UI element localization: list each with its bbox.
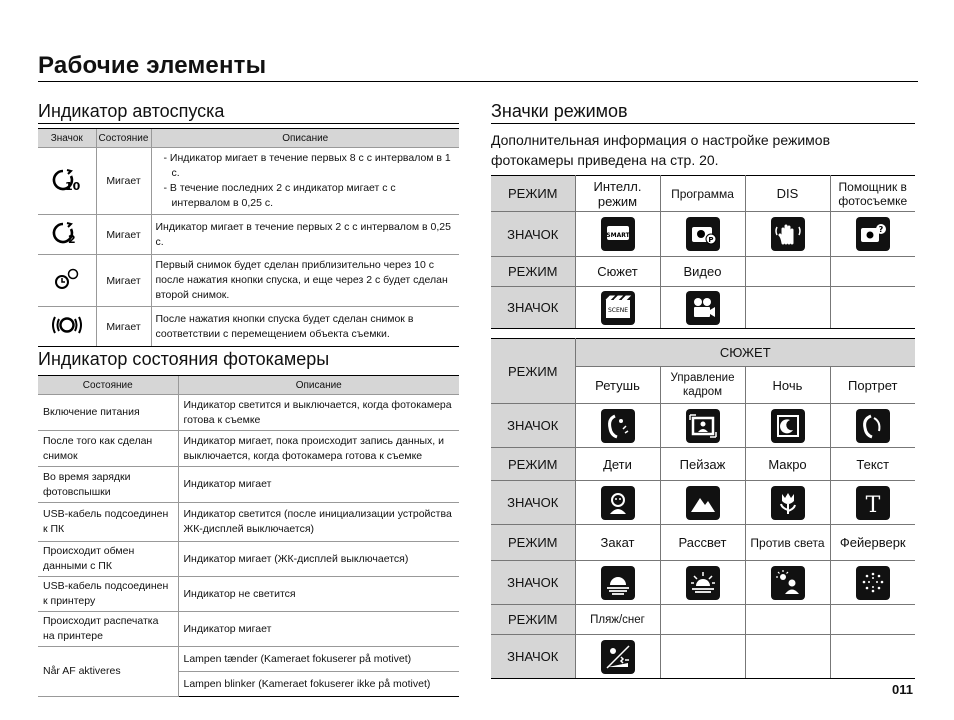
timer-state: Мигает (96, 215, 151, 255)
mode-children: Дети (575, 448, 660, 481)
header-state: Состояние (96, 129, 151, 148)
table-row (38, 307, 459, 347)
desc-cell: Lampen blinker (Kameraet fokuserer ikke på motivet) (178, 672, 459, 697)
desc-cell: Индикатор светится (после инициализации устройства ЖК-дисплей выключается) (178, 503, 459, 542)
text-icon (830, 481, 915, 525)
desc-cell: Индикатор мигает (ЖК-дисплей выключается) (178, 542, 459, 577)
list-item: - Индикатор мигает в течение первых 8 с с интервалом в 1 с. (163, 152, 451, 179)
timer-2s-icon (38, 215, 96, 255)
table-row (491, 635, 915, 679)
scene-icon (575, 287, 660, 329)
mode-label: РЕЖИМ (491, 176, 575, 212)
smart-auto-icon (575, 212, 660, 257)
mode-dawn: Рассвет (660, 525, 745, 561)
state-cell: Происходит обмен данными с ПК (38, 542, 178, 577)
mode-empty (660, 605, 745, 635)
state-table-header (38, 376, 459, 395)
mode-empty (745, 257, 830, 287)
timer-desc: Первый снимок будет сделан приблизительно через 10 с после нажатия кнопки спуска, и еще через 2 с будет сделан второй снимок. (151, 255, 459, 307)
table-row (38, 431, 459, 467)
table-row (38, 255, 459, 307)
dis-icon (745, 212, 830, 257)
scene-icon-text: SCENE (607, 306, 628, 314)
desc-cell: Индикатор мигает, пока происходит запись данных, и выключается, когда фотокамера готова к съемке (178, 431, 459, 467)
table-row (491, 257, 915, 287)
modes-section-rule (491, 123, 915, 124)
mode-portrait: Портрет (830, 367, 915, 404)
modes-intro: Дополнительная информация о настройке режимов фотокамеры приведена на стр. 20. (491, 132, 831, 168)
table-row (491, 404, 915, 448)
timer-state: Мигает (96, 307, 151, 347)
mode-empty (830, 605, 915, 635)
timer-section-title: Индикатор автоспуска (38, 101, 225, 121)
beauty-icon (575, 404, 660, 448)
photo-guide-icon (830, 212, 915, 257)
table-row (38, 215, 459, 255)
mode-night: Ночь (745, 367, 830, 404)
empty-cell (830, 287, 915, 329)
mode-macro: Макро (745, 448, 830, 481)
frame-guide-icon (660, 404, 745, 448)
desc-cell: Lampen tænder (Kameraet fokuserer på motivet) (178, 647, 459, 672)
mode-program: Программа (660, 176, 745, 212)
mode-movie: Видео (660, 257, 745, 287)
program-icon (660, 212, 745, 257)
mode-label: РЕЖИМ (491, 605, 575, 635)
header-state: Состояние (38, 376, 178, 395)
table-row (38, 577, 459, 612)
mode-beach-snow: Пляж/снег (575, 605, 660, 635)
icon-label: ЗНАЧОК (491, 481, 575, 525)
svg-text:2: 2 (67, 233, 76, 246)
mode-landscape: Пейзаж (660, 448, 745, 481)
text-icon-glyph: T (865, 492, 881, 518)
desc-cell: Индикатор светится и выключается, когда фотокамера готова к съемке (178, 395, 459, 431)
table-row (491, 212, 915, 257)
empty-cell (830, 635, 915, 679)
sunset-icon (575, 561, 660, 605)
header-desc: Описание (151, 129, 459, 148)
desc-cell: Индикатор не светится (178, 577, 459, 612)
backlight-icon (745, 561, 830, 605)
night-icon (745, 404, 830, 448)
children-icon (575, 481, 660, 525)
desc-cell: Индикатор мигает (178, 612, 459, 647)
page-number: 011 (892, 682, 913, 697)
state-cell: USB-кабель подсоединен к ПК (38, 503, 178, 542)
timer-table-header (38, 129, 459, 148)
modes-table (491, 175, 915, 329)
header-icon: Значок (38, 129, 96, 148)
table-row (38, 503, 459, 542)
beach-snow-icon (575, 635, 660, 679)
timer-motion-icon (38, 307, 96, 347)
icon-label: ЗНАЧОК (491, 287, 575, 329)
mode-frame-guide: Управление кадром (660, 367, 745, 404)
mode-guide: Помощник в фотосъемке (830, 176, 915, 212)
icon-label: ЗНАЧОК (491, 635, 575, 679)
icon-label: ЗНАЧОК (491, 404, 575, 448)
table-row (38, 148, 459, 215)
timer-desc: После нажатия кнопки спуска будет сделан снимок в соответствии с перемещением объекта съемки. (151, 307, 459, 347)
mode-backlight: Против света (745, 525, 830, 561)
mode-sunset: Закат (575, 525, 660, 561)
svg-text:10: 10 (64, 179, 81, 193)
smart-icon-text: SMART (605, 232, 630, 239)
list-item: - В течение последних 2 с индикатор мигает с с интервалом в 0,25 с. (163, 182, 396, 209)
timer-desc: Индикатор мигает в течение первых 2 с с интервалом в 0,25 с. (151, 215, 459, 255)
mode-scene: Сюжет (575, 257, 660, 287)
table-row (491, 605, 915, 635)
fireworks-icon (830, 561, 915, 605)
scene-header: СЮЖЕТ (575, 339, 915, 367)
state-table (38, 375, 459, 697)
icon-label: ЗНАЧОК (491, 561, 575, 605)
timer-state: Мигает (96, 255, 151, 307)
mode-empty (745, 605, 830, 635)
empty-cell (745, 287, 830, 329)
mode-label: РЕЖИМ (491, 525, 575, 561)
table-row (38, 612, 459, 647)
mode-label: РЕЖИМ (491, 448, 575, 481)
state-cell: Происходит распечатка на принтере (38, 612, 178, 647)
landscape-icon (660, 481, 745, 525)
state-cell: Når AF aktiveres (38, 647, 178, 697)
table-row (491, 339, 915, 367)
modes-section-title: Значки режимов (491, 101, 628, 121)
macro-icon (745, 481, 830, 525)
state-cell: После того как сделан снимок (38, 431, 178, 467)
empty-cell (660, 635, 745, 679)
timer-double-icon (38, 255, 96, 307)
table-row (491, 176, 915, 212)
dawn-icon (660, 561, 745, 605)
desc-cell: Индикатор мигает (178, 467, 459, 503)
timer-10s-icon (38, 148, 96, 215)
mode-dis: DIS (745, 176, 830, 212)
header-desc: Описание (178, 376, 459, 395)
table-row (491, 481, 915, 525)
table-row (38, 647, 459, 672)
state-cell: Включение питания (38, 395, 178, 431)
page-title: Рабочие элементы (38, 52, 267, 79)
table-row (491, 561, 915, 605)
timer-table (38, 128, 459, 347)
mode-beauty: Ретушь (575, 367, 660, 404)
table-row (38, 467, 459, 503)
timer-section-rule (38, 123, 459, 124)
table-row (491, 287, 915, 329)
table-row (491, 448, 915, 481)
state-cell: Во время зарядки фотовспышки (38, 467, 178, 503)
portrait-icon (830, 404, 915, 448)
svg-text:?: ? (878, 225, 884, 234)
mode-label: РЕЖИМ (491, 257, 575, 287)
movie-icon (660, 287, 745, 329)
timer-state: Мигает (96, 148, 151, 215)
table-row (491, 525, 915, 561)
icon-label: ЗНАЧОК (491, 212, 575, 257)
svg-text:P: P (707, 236, 714, 244)
mode-smart: Интелл. режим (575, 176, 660, 212)
table-row (38, 542, 459, 577)
state-section-title: Индикатор состояния фотокамеры (38, 349, 330, 369)
state-cell: USB-кабель подсоединен к принтеру (38, 577, 178, 612)
mode-label: РЕЖИМ (491, 339, 575, 404)
timer-desc (151, 148, 459, 215)
empty-cell (745, 635, 830, 679)
mode-text: Текст (830, 448, 915, 481)
mode-fireworks: Фейерверк (830, 525, 915, 561)
mode-empty (830, 257, 915, 287)
title-divider (38, 81, 918, 82)
scene-modes-table (491, 338, 915, 679)
table-row (38, 395, 459, 431)
